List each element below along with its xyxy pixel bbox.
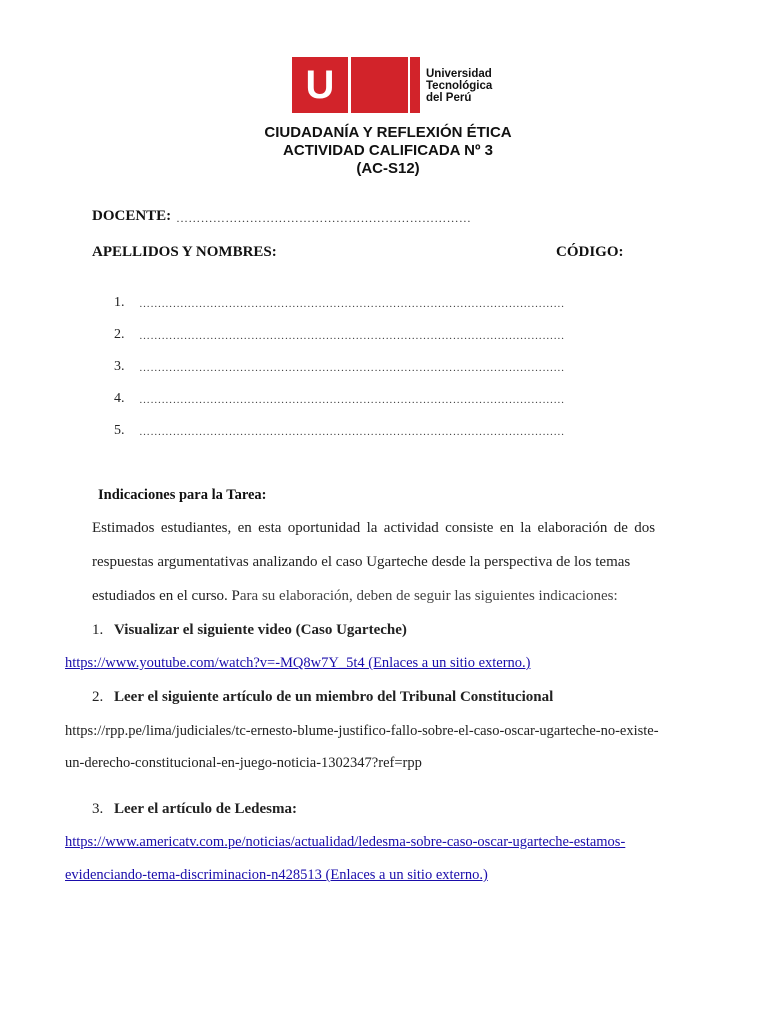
logo-line-1: Universidad — [426, 68, 492, 80]
codigo-label: CÓDIGO: — [556, 244, 624, 260]
student-3-field[interactable]: …………………………………………………………………………………………………… — [139, 362, 565, 374]
student-5-field[interactable]: …………………………………………………………………………………………………… — [139, 426, 565, 438]
item-2-number: 2. — [92, 689, 104, 705]
americatv-article-link-line-2[interactable]: evidenciando-tema-discriminacion-n428513 (Enlaces a un sitio externo.) — [65, 867, 488, 883]
docente-label: DOCENTE: — [92, 208, 172, 224]
item-1-title: Visualizar el siguiente video (Caso Ugarteche) — [114, 622, 407, 638]
student-2-number: 2. — [114, 327, 125, 342]
activity-title: ACTIVIDAD CALIFICADA Nº 3 — [283, 142, 493, 159]
logo-university-name — [426, 68, 492, 104]
logo-letter-t-box — [353, 57, 408, 113]
logo-line-2: Tecnológica — [426, 80, 493, 92]
paragraph-line-3-end: ara su elaboración, deben de seguir las siguientes indicaciones: — [239, 588, 618, 604]
student-2-field[interactable]: …………………………………………………………………………………………………… — [139, 330, 565, 342]
student-4-field[interactable]: …………………………………………………………………………………………………… — [139, 394, 565, 406]
activity-code: (AC-S12) — [356, 160, 420, 177]
americatv-article-link-line-1[interactable]: https://www.americatv.com.pe/noticias/actualidad/ledesma-sobre-caso-oscar-ugarteche-estamos- — [65, 834, 626, 850]
student-1-number: 1. — [114, 295, 125, 310]
item-1-number: 1. — [92, 622, 104, 638]
logo-letter-u: U — [292, 57, 348, 113]
item-3-title: Leer el artículo de Ledesma: — [114, 801, 298, 817]
instructions-paragraph-line-1: Estimados estudiantes, en esta oportunidad la actividad consiste en la elaboración de dos — [92, 520, 656, 536]
docente-field[interactable]: ……………………………………………………………… — [176, 211, 472, 225]
logo-divider — [410, 57, 420, 113]
youtube-video-link[interactable]: https://www.youtube.com/watch?v=-MQ8w7Y_5t4 (Enlaces a un sitio externo.) — [65, 655, 531, 671]
instructions-paragraph-line-2: respuestas argumentativas analizando el caso Ugarteche desde la perspectiva de los temas — [92, 554, 631, 570]
rpp-article-url-line-1: https://rpp.pe/lima/judiciales/tc-ernesto-blume-justifico-fallo-sobre-el-caso-oscar-ugarteche-no-existe- — [65, 723, 659, 739]
item-2-title: Leer el siguiente artículo de un miembro del Tribunal Constitucional — [114, 689, 554, 705]
student-4-number: 4. — [114, 391, 125, 406]
rpp-article-url-line-2: un-derecho-constitucional-en-juego-noticia-1302347?ref=rpp — [65, 755, 422, 771]
paragraph-line-3-start: estudiados en el curso. P — [92, 588, 240, 604]
student-1-field[interactable]: …………………………………………………………………………………………………… — [139, 298, 565, 310]
logo-line-3: del Perú — [426, 92, 472, 104]
instructions-paragraph-line-3 — [92, 588, 618, 605]
student-5-number: 5. — [114, 423, 125, 438]
student-3-number: 3. — [114, 359, 125, 374]
instructions-heading: Indicaciones para la Tarea: — [98, 487, 267, 503]
utp-logo — [292, 57, 493, 115]
names-label: APELLIDOS Y NOMBRES: — [92, 244, 277, 260]
item-3-number: 3. — [92, 801, 104, 817]
course-title: CIUDADANÍA Y REFLEXIÓN ÉTICA — [264, 124, 512, 141]
